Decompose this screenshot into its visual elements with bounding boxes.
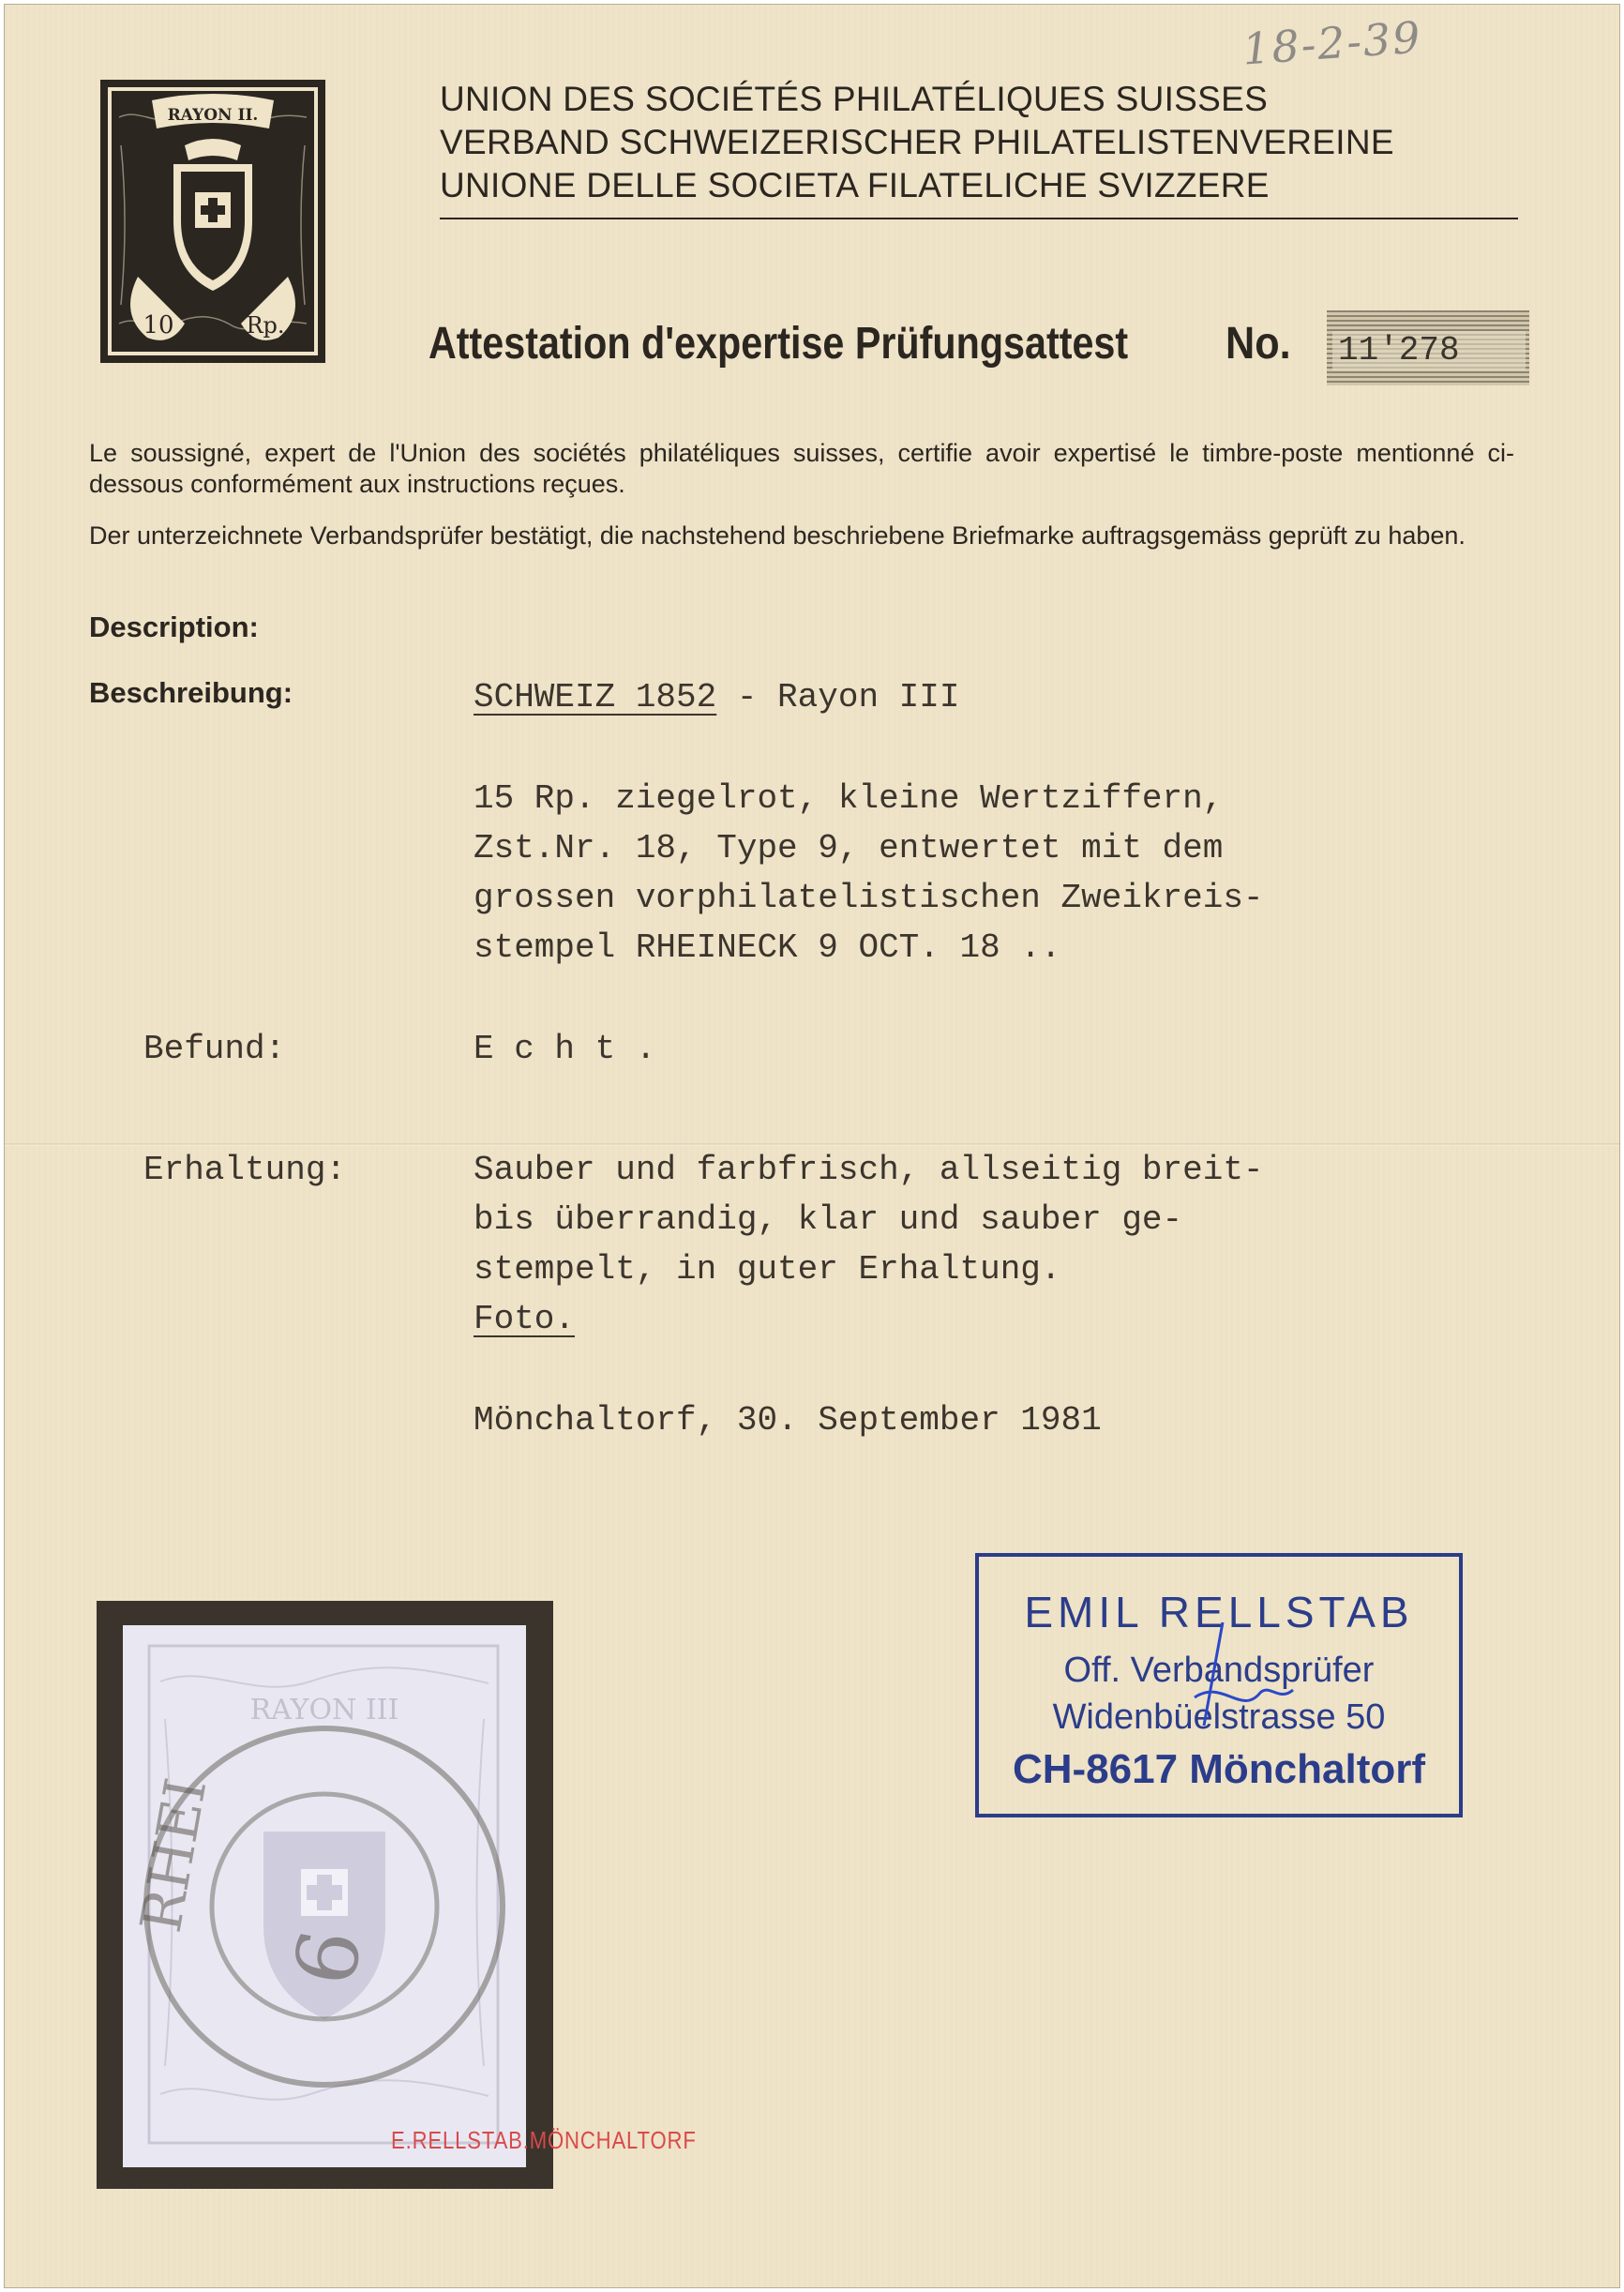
erhaltung-line-1: Sauber und farbfrisch, allseitig breit- xyxy=(474,1151,1264,1189)
pencil-note: 18-2-39 xyxy=(1241,11,1424,75)
guarantee-mark: E.RELLSTAB.MÖNCHALTORF xyxy=(391,2126,697,2154)
erhaltung-foto xyxy=(474,1294,575,1344)
certificate-title: Attestation d'expertise Prüfungsattest xyxy=(429,319,1129,369)
description-line-4: stempel RHEINECK 9 OCT. 18 .. xyxy=(474,928,1061,967)
description-heading-rest: - Rayon III xyxy=(716,678,960,716)
label-description: Description: xyxy=(89,611,259,643)
label-beschreibung: Beschreibung: xyxy=(89,676,293,709)
header-line-fr: UNION DES SOCIÉTÉS PHILATÉLIQUES SUISSES xyxy=(440,80,1269,118)
description-heading-underlined: SCHWEIZ 1852 xyxy=(474,678,717,716)
label-erhaltung: Erhaltung: xyxy=(143,1151,347,1189)
certificate-sheet xyxy=(4,4,1620,2288)
emblem-rayon-text: RAYON II. xyxy=(167,106,259,125)
erhaltung-line-3: stempelt, in guter Erhaltung. xyxy=(474,1250,1061,1289)
expert-name: EMIL RELLSTAB xyxy=(1024,1588,1414,1636)
intro-german: Der unterzeichnete Verbandsprüfer bestätigt, die nachstehend beschriebene Briefmarke auftragsgemäss geprüft zu haben. xyxy=(89,521,1466,550)
stamp-photo xyxy=(123,1625,526,2167)
svg-text:9: 9 xyxy=(271,1922,378,1992)
foto-label: Foto. xyxy=(474,1300,576,1338)
befund-value: E c h t . xyxy=(474,1030,656,1068)
svg-text:RHEI: RHEI xyxy=(128,1772,220,1938)
description-heading xyxy=(474,672,960,722)
header-line-it: UNIONE DELLE SOCIETA FILATELICHE SVIZZERE xyxy=(440,166,1270,204)
expert-city: CH-8617 Mönchaltorf xyxy=(1012,1746,1426,1792)
expert-street: Widenbüelstrasse 50 xyxy=(1052,1697,1386,1737)
description-line-2: Zst.Nr. 18, Type 9, entwertet mit dem xyxy=(474,829,1224,867)
place-date: Mönchaltorf, 30. September 1981 xyxy=(474,1401,1102,1440)
description-line-1: 15 Rp. ziegelrot, kleine Wertziffern, xyxy=(474,779,1224,818)
header-line-de: VERBAND SCHWEIZERISCHER PHILATELISTENVEREINE xyxy=(440,123,1394,161)
rayon-stamp-emblem xyxy=(100,80,325,363)
emblem-value-left: 10 xyxy=(143,311,174,339)
stamp-photo-rayon-text: RAYON III xyxy=(249,1694,399,1727)
erhaltung-line-2: bis überrandig, klar und sauber ge- xyxy=(474,1200,1183,1239)
certificate-no-label: No. xyxy=(1226,319,1291,369)
description-line-3: grossen vorphilatelistischen Zweikreis- xyxy=(474,879,1264,917)
certificate-number: 11'278 xyxy=(1332,331,1526,370)
intro-french: Le soussigné, expert de l'Union des sociétés philatéliques suisses, certifie avoir expertisé le timbre-poste mentionné ci-dessous conformément aux instructions reçues. xyxy=(89,439,1514,498)
header-rule xyxy=(440,218,1518,219)
emblem-value-right: Rp. xyxy=(246,312,285,339)
signature-scribble xyxy=(1166,1613,1316,1744)
label-befund: Befund: xyxy=(143,1030,286,1068)
expert-title: Off. Verbandsprüfer xyxy=(1063,1651,1375,1690)
expert-stamp xyxy=(975,1553,1463,1817)
